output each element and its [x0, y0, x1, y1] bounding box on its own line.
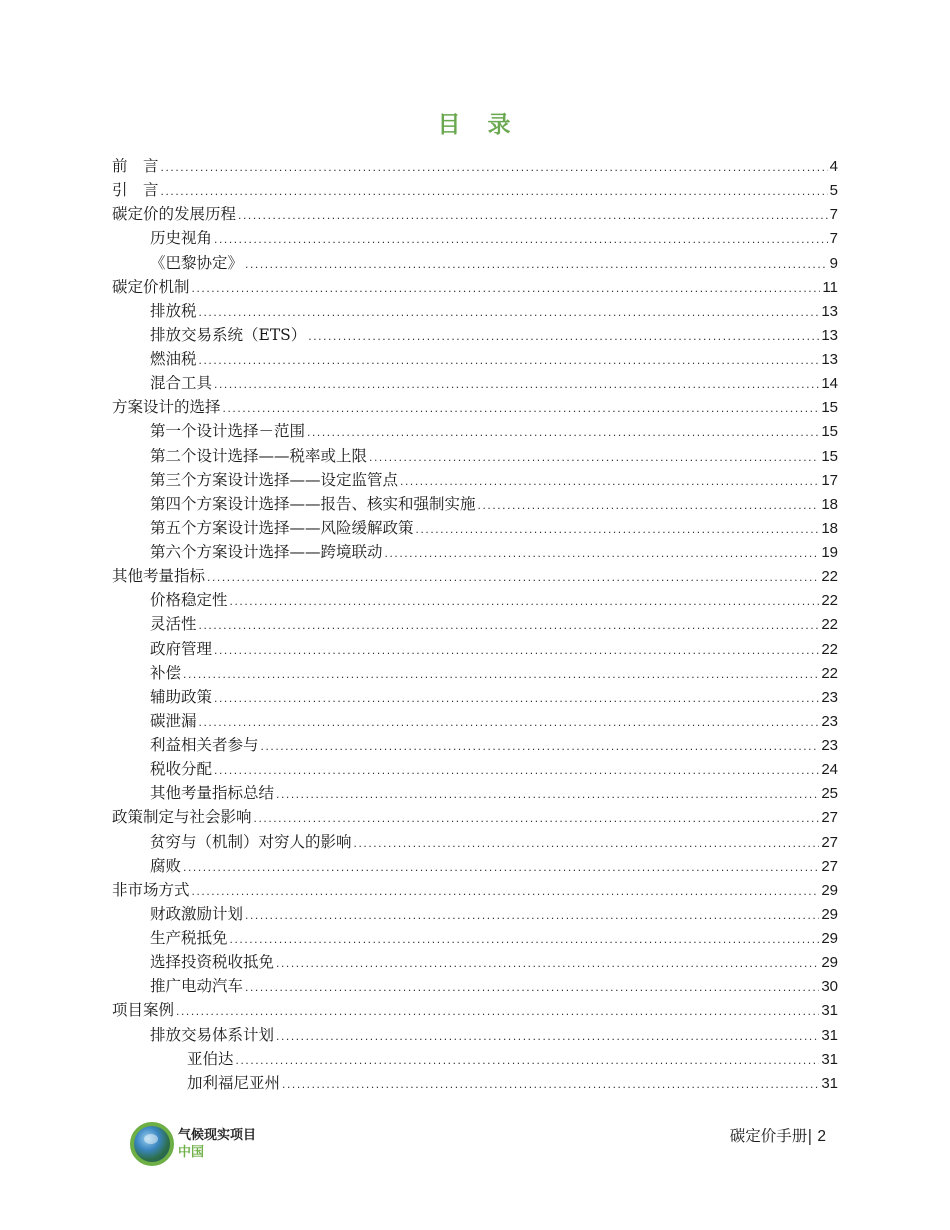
toc-entry-page: 24	[821, 761, 838, 779]
toc-leader-dots	[199, 348, 820, 372]
toc-entry-page: 23	[821, 712, 838, 730]
toc-leader-dots	[214, 686, 819, 710]
toc-entry-label: 排放税	[150, 301, 197, 320]
toc-entry[interactable]	[112, 395, 838, 419]
toc-entry[interactable]	[112, 709, 838, 733]
toc-entry-page: 13	[821, 351, 838, 368]
toc-entry-page: 22	[821, 664, 838, 682]
footer-logo	[130, 1122, 256, 1166]
toc-entry-label: 第六个方案设计选择——跨境联动	[150, 543, 383, 561]
toc-entry-page: 13	[821, 326, 838, 344]
toc-entry[interactable]	[112, 685, 838, 709]
toc-entry[interactable]	[112, 733, 838, 757]
toc-entry[interactable]	[112, 178, 838, 202]
toc-leader-dots	[238, 203, 828, 227]
toc-leader-dots	[230, 589, 820, 613]
toc-entry-page: 17	[821, 471, 838, 489]
toc-entry-page: 27	[821, 857, 838, 875]
toc-entry[interactable]	[112, 1047, 838, 1071]
toc-entry-page: 18	[821, 519, 838, 537]
globe-icon	[130, 1122, 174, 1166]
toc-entry-label: 排放交易体系计划	[150, 1025, 275, 1044]
toc-entry-label: 选择投资税收抵免	[150, 953, 275, 972]
toc-entry-page: 27	[821, 833, 838, 851]
toc-leader-dots	[385, 541, 820, 565]
toc-entry-label: 第二个设计选择——税率或上限	[150, 446, 368, 465]
toc-entry-page: 15	[821, 399, 838, 417]
toc-leader-dots	[478, 493, 820, 517]
toc-title: 目 录	[437, 111, 513, 138]
toc-entry-page: 7	[829, 230, 838, 248]
toc-leader-dots	[230, 927, 820, 951]
toc-entry[interactable]	[112, 588, 838, 612]
toc-entry-page: 31	[821, 1074, 838, 1092]
toc-entry-label: 方案设计的选择	[112, 398, 221, 417]
toc-entry-page: 22	[821, 568, 838, 586]
toc-entry-label: 其他考量指标总结	[150, 784, 275, 803]
toc-leader-dots	[282, 1072, 819, 1096]
toc-entry[interactable]	[112, 902, 838, 926]
toc-leader-dots	[183, 855, 819, 879]
toc-entry-page: 15	[821, 423, 838, 441]
toc-leader-dots	[276, 1024, 819, 1048]
toc-entry-label: 非市场方式	[112, 880, 190, 899]
toc-entry[interactable]	[112, 998, 838, 1022]
toc-entry-label: 推广电动汽车	[150, 977, 244, 996]
toc-entry[interactable]	[112, 854, 838, 878]
toc-leader-dots	[192, 879, 820, 903]
toc-entry-label: 其他考量指标	[112, 567, 206, 586]
toc-leader-dots	[161, 155, 828, 179]
toc-entry[interactable]	[112, 323, 838, 347]
toc-entry-label: 《巴黎协定》	[150, 253, 244, 272]
toc-leader-dots	[254, 806, 820, 830]
toc-entry[interactable]	[112, 926, 838, 950]
toc-entry[interactable]	[112, 805, 838, 829]
toc-entry-page: 13	[821, 302, 838, 320]
toc-entry[interactable]	[112, 540, 838, 564]
toc-entry-label: 贫穷与（机制）对穷人的影响	[150, 832, 352, 851]
toc-entry-page: 31	[821, 1050, 838, 1068]
toc-entry[interactable]	[112, 299, 838, 323]
toc-leader-dots	[307, 420, 819, 444]
toc-entry[interactable]	[112, 878, 838, 902]
toc-entry-page: 29	[821, 881, 838, 899]
toc-entry[interactable]	[112, 371, 838, 395]
toc-entry[interactable]	[112, 830, 838, 854]
toc-leader-dots	[214, 372, 819, 396]
toc-entry-label: 财政激励计划	[150, 904, 244, 923]
toc-leader-dots	[214, 638, 819, 662]
toc-leader-dots	[161, 179, 828, 203]
toc-entry-page: 23	[821, 688, 838, 706]
toc-entry[interactable]	[112, 974, 838, 998]
toc-leader-dots	[192, 276, 821, 300]
toc-leader-dots	[223, 396, 820, 420]
toc-leader-dots	[176, 999, 819, 1023]
toc-leader-dots	[199, 710, 820, 734]
toc-leader-dots	[416, 517, 820, 541]
footer-page-label	[730, 1124, 826, 1146]
toc-leader-dots	[199, 613, 820, 637]
toc-entry-label: 前 言	[112, 157, 159, 175]
toc-entry-label: 碳定价机制	[112, 277, 190, 296]
logo-text	[178, 1127, 256, 1161]
toc-entry-page: 22	[821, 640, 838, 658]
toc-entry-page: 29	[821, 905, 838, 923]
toc-entry-label: 第五个方案设计选择——风险缓解政策	[150, 518, 414, 537]
toc-entry-page: 22	[821, 592, 838, 610]
toc-entry-label: 引 言	[112, 181, 159, 200]
toc-entry-label: 辅助政策	[150, 687, 213, 706]
toc-leader-dots	[207, 565, 819, 589]
toc-entry[interactable]	[112, 781, 838, 805]
toc-leader-dots	[369, 445, 819, 469]
toc-entry-page: 31	[821, 1002, 838, 1020]
toc-entry-label: 亚伯达	[187, 1049, 234, 1068]
toc-entry[interactable]	[112, 637, 838, 661]
toc-entry-label: 政府管理	[150, 639, 213, 658]
toc-entry-page: 15	[821, 447, 838, 465]
toc-entry-label: 排放交易系统（ETS）	[150, 325, 307, 344]
toc-entry-page: 5	[829, 182, 838, 200]
toc-leader-dots	[199, 300, 820, 324]
toc-entry-page: 19	[821, 544, 838, 561]
toc-entry-page: 22	[821, 616, 838, 634]
toc-entry-page: 23	[821, 737, 838, 754]
toc-entry-page: 27	[821, 809, 838, 827]
table-of-contents	[112, 154, 838, 1095]
toc-entry[interactable]	[112, 612, 838, 636]
toc-entry[interactable]	[112, 516, 838, 540]
toc-entry-page: 29	[821, 954, 838, 972]
toc-leader-dots	[308, 324, 819, 348]
toc-entry-page: 14	[821, 375, 838, 393]
toc-leader-dots	[276, 951, 819, 975]
toc-entry[interactable]	[112, 275, 838, 299]
toc-entry-label: 项目案例	[112, 1001, 175, 1020]
toc-entry[interactable]	[112, 226, 838, 250]
toc-leader-dots	[214, 758, 819, 782]
toc-entry-label: 加利福尼亚州	[187, 1073, 281, 1092]
toc-leader-dots	[276, 782, 819, 806]
toc-leader-dots	[245, 252, 828, 276]
toc-entry-label: 碳泄漏	[150, 711, 197, 730]
toc-entry-label: 利益相关者参与	[150, 736, 259, 754]
toc-leader-dots	[214, 227, 828, 251]
toc-leader-dots	[183, 662, 819, 686]
toc-entry[interactable]	[112, 202, 838, 226]
logo-line2: 中国	[178, 1145, 205, 1160]
toc-entry-label: 第三个方案设计选择——设定监管点	[150, 470, 399, 489]
toc-leader-dots	[354, 831, 820, 855]
toc-leader-dots	[245, 903, 819, 927]
toc-entry-label: 生产税抵免	[150, 929, 228, 947]
toc-entry-label: 历史视角	[150, 229, 213, 248]
toc-leader-dots	[236, 1048, 820, 1072]
toc-entry-page: 25	[821, 785, 838, 803]
toc-entry[interactable]	[112, 1023, 838, 1047]
footer-doc-name: 碳定价手册|	[729, 1127, 813, 1145]
toc-entry-page: 18	[821, 495, 838, 513]
toc-entry-page: 9	[829, 254, 838, 272]
toc-entry[interactable]	[112, 251, 838, 275]
toc-entry-label: 第一个设计选择－范围	[150, 422, 306, 441]
toc-entry[interactable]	[112, 347, 838, 371]
toc-entry-label: 税收分配	[150, 760, 213, 779]
toc-entry[interactable]	[112, 154, 838, 178]
toc-entry-label: 燃油税	[150, 350, 197, 368]
toc-leader-dots	[245, 975, 819, 999]
toc-entry-page: 30	[821, 978, 838, 996]
toc-entry-page: 7	[829, 206, 838, 224]
toc-entry-page: 31	[821, 1026, 838, 1044]
toc-entry[interactable]	[112, 492, 838, 516]
toc-entry-label: 价格稳定性	[150, 591, 228, 610]
toc-entry[interactable]	[112, 444, 838, 468]
toc-entry[interactable]	[112, 661, 838, 685]
toc-entry-label: 第四个方案设计选择——报告、核实和强制实施	[150, 494, 476, 513]
toc-entry[interactable]	[112, 757, 838, 781]
toc-entry-label: 混合工具	[150, 374, 213, 393]
toc-entry-label: 政策制定与社会影响	[112, 808, 252, 827]
toc-entry-page: 29	[821, 930, 838, 947]
toc-entry-page: 4	[829, 158, 838, 175]
toc-entry-label: 灵活性	[150, 615, 197, 634]
logo-line1: 气候现实项目	[178, 1128, 257, 1143]
toc-entry[interactable]	[112, 419, 838, 443]
toc-entry[interactable]	[112, 950, 838, 974]
toc-entry-page: 11	[822, 278, 838, 296]
toc-leader-dots	[261, 734, 820, 758]
toc-entry-label: 补偿	[150, 663, 182, 682]
toc-entry-label: 腐败	[150, 856, 182, 875]
footer-page-number: 2	[817, 1128, 826, 1145]
toc-entry-label: 碳定价的发展历程	[112, 205, 237, 224]
toc-entry[interactable]	[112, 1071, 838, 1095]
toc-leader-dots	[400, 469, 819, 493]
toc-entry[interactable]	[112, 468, 838, 492]
toc-entry[interactable]	[112, 564, 838, 588]
